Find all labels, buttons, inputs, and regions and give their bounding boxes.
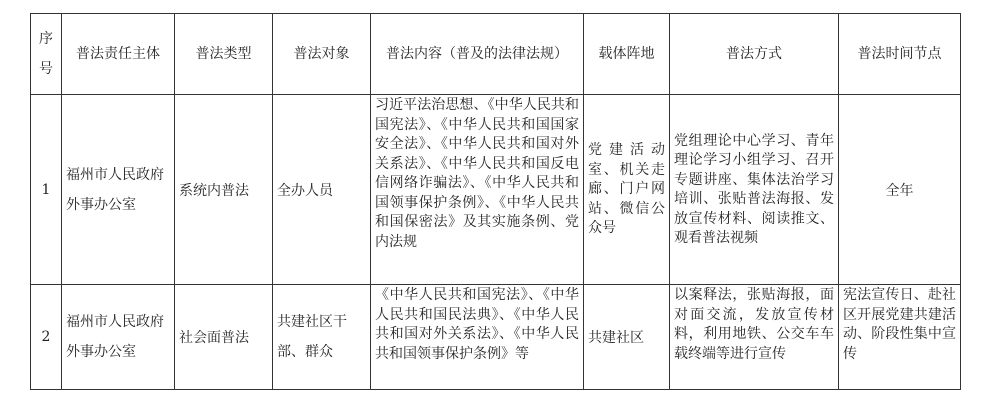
table-row [31,95,961,285]
header-seq: 序号 [31,14,62,95]
row-carrier: 党建活动室、机关走廊、门户网站、微信公众号 [584,95,670,285]
row-subject: 福州市人民政府外事办公室 [62,285,175,390]
row-target: 全办人员 [273,95,371,285]
row-seq: 2 [31,285,62,390]
row-time: 宪法宣传日、赴社区开展党建共建活动、阶段性集中宣传 [839,285,961,390]
header-row [31,14,961,95]
row-type: 社会面普法 [175,285,273,390]
table-row [31,285,961,390]
row-target: 共建社区干部、群众 [273,285,371,390]
header-content: 普法内容（普及的法律法规） [371,14,584,95]
row-carrier: 共建社区 [584,285,670,390]
header-type: 普法类型 [175,14,273,95]
row-content: 习近平法治思想、《中华人民共和国宪法》、《中华人民共和国国家安全法》、《中华人民共和国对外关系法》、《中华人民共和国反电信网络诈骗法》、《中华人民共和国领事保护条例》、《中华人民共和国保密法》及其实施条例、党内法规 [371,95,584,285]
header-time: 普法时间节点 [839,14,961,95]
row-time: 全年 [839,95,961,285]
row-subject: 福州市人民政府外事办公室 [62,95,175,285]
row-seq: 1 [31,95,62,285]
header-method: 普法方式 [670,14,839,95]
header-subject: 普法责任主体 [62,14,175,95]
legal-publicity-table [30,13,961,390]
row-type: 系统内普法 [175,95,273,285]
row-method: 党组理论中心学习、青年理论学习小组学习、召开专题讲座、集体法治学习培训、张贴普法海报、发放宣传材料、阅读推文、观看普法视频 [670,95,839,285]
header-carrier: 载体阵地 [584,14,670,95]
row-method: 以案释法，张贴海报，面对面交流，发放宣传材料，利用地铁、公交车车载终端等进行宣传 [670,285,839,390]
row-content: 《中华人民共和国宪法》、《中华人民共和国民法典》、《中华人民共和国对外关系法》、《中华人民共和国领事保护条例》等 [371,285,584,390]
header-target: 普法对象 [273,14,371,95]
